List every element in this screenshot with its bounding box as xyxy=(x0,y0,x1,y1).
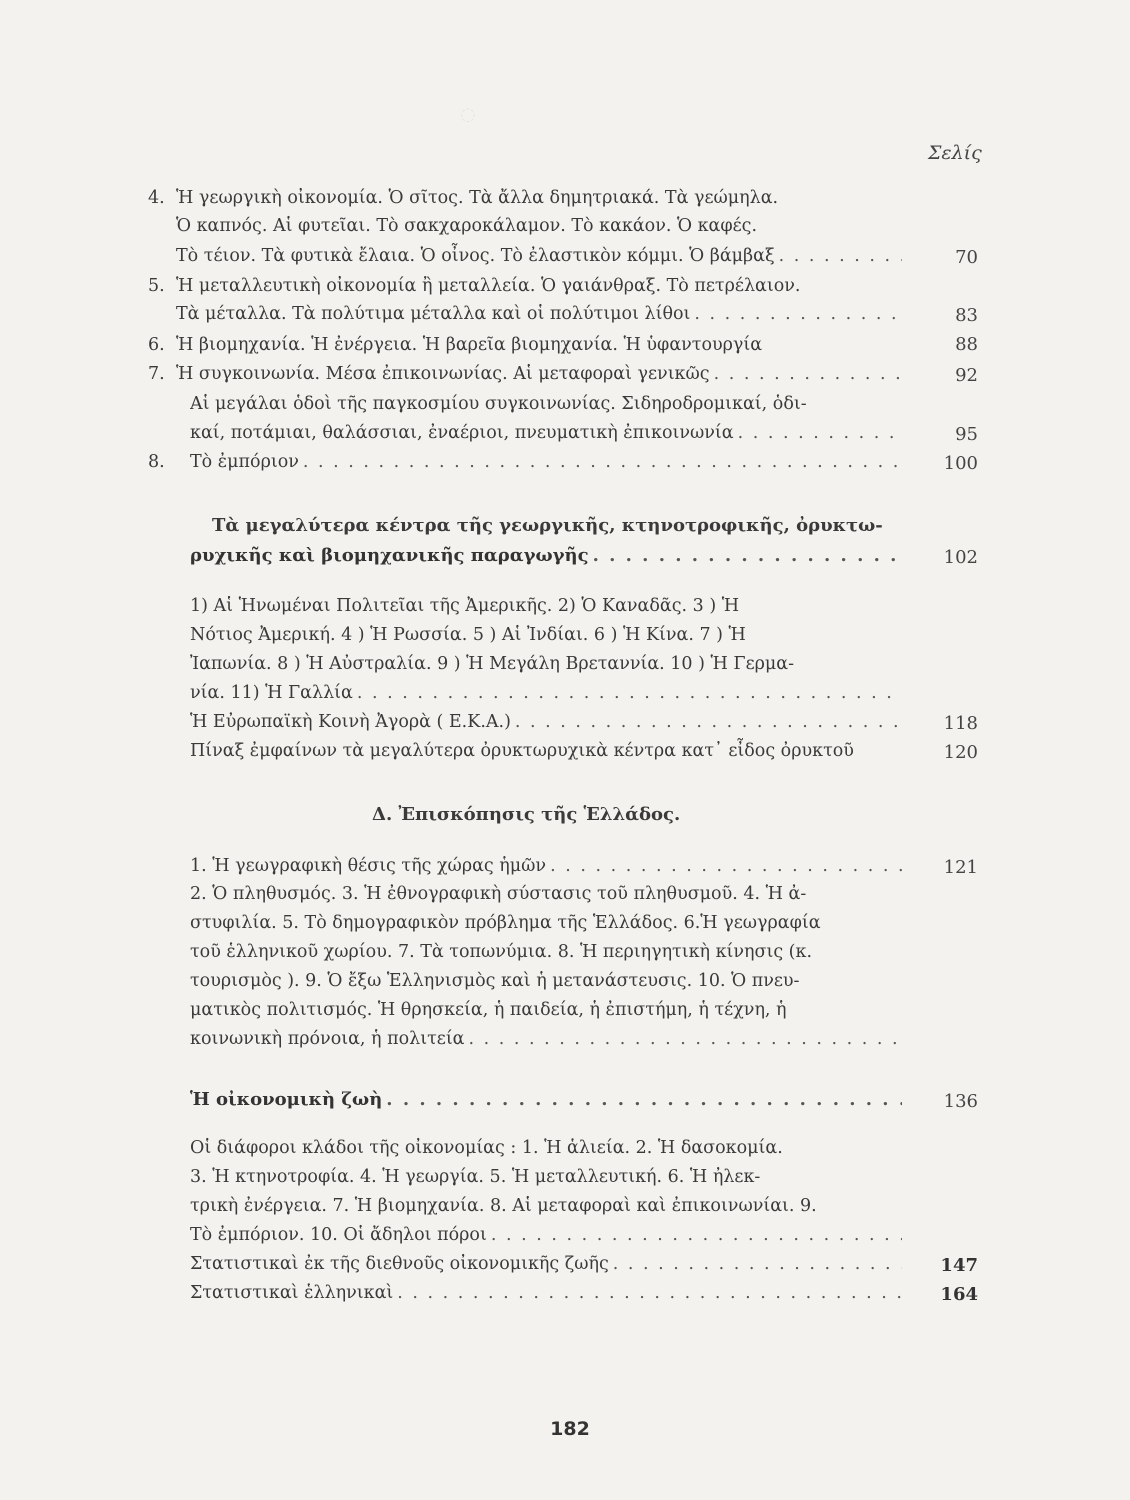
stats-gr-entry: Στατιστικαὶ ἑλληνικαὶ . . . xyxy=(190,1279,906,1307)
page-ref: 88 xyxy=(955,334,978,355)
toc-line: κοινωνικὴ πρόνοια, ἡ πολιτεία . . . xyxy=(190,1025,906,1053)
page-ref: 136 xyxy=(943,1091,978,1112)
page-ref: 164 xyxy=(940,1284,978,1305)
greece-item-1: 1. Ἡ γεωγραφικὴ θέσις τῆς χώρας ἡμῶν . . . xyxy=(190,852,906,880)
centers-heading-cont: ρυχικῆς καὶ βιομηχανικῆς παραγωγῆς . . . xyxy=(190,542,906,570)
toc-line: 2. Ὁ πληθυσμός. 3. Ἡ ἐθνογραφικὴ σύστασις τοῦ πληθυσμοῦ. 4. Ἡ ἀ- xyxy=(190,884,807,904)
item-index: 4. xyxy=(148,188,165,208)
toc-line: 1) Αἱ Ἡνωμέναι Πολιτεῖαι τῆς Ἀμερικῆς. 2) Ὁ Καναδᾶς. 3 ) Ἡ xyxy=(190,596,740,616)
greece-title: Δ. Ἐπισκόπησις τῆς Ἑλλάδος. xyxy=(372,804,681,825)
toc-line: Ὁ καπνός. Αἱ φυτεῖαι. Τὸ σακχαροκάλαμον. Τὸ κακάον. Ὁ καφές. xyxy=(176,216,758,236)
toc-line: Ἡ μεταλλευτικὴ οἰκονομία ἢ μεταλλεία. Ὁ γαιάνθραξ. Τὸ πετρέλαιον. xyxy=(176,276,801,296)
toc-line: ματικὸς πολιτισμός. Ἡ θρησκεία, ἡ παιδεία, ἡ ἐπιστήμη, ἡ τέχνη, ἡ xyxy=(190,1000,787,1020)
centers-heading: Τὰ μεγαλύτερα κέντρα τῆς γεωργικῆς, κτηνοτροφικῆς, ὀρυκτω- xyxy=(212,515,883,536)
page-ref: 100 xyxy=(943,453,978,474)
item-index: 8. xyxy=(148,452,165,472)
pages-column-label: Σελίς xyxy=(928,142,982,164)
bleed-through: ◌ xyxy=(460,104,476,125)
table-entry: Πίναξ ἐμφαίνων τὰ μεγαλύτερα ὀρυκτωρυχικὰ κέντρα κατ᾽ εἶδος ὀρυκτοῦ xyxy=(190,741,854,761)
toc-entry-6: Ἡ βιομηχανία. Ἡ ἐνέργεια. Ἡ βαρεῖα βιομηχανία. Ἡ ὑφαντουργία xyxy=(176,335,763,355)
item-index: 5. xyxy=(148,276,165,296)
stats-intl-entry: Στατιστικαὶ ἐκ τῆς διεθνοῦς οἰκονομικῆς ζωῆς . . . xyxy=(190,1250,906,1278)
toc-entry-7b: καί, ποτάμιαι, θαλάσσιαι, ἐναέριοι, πνευματικὴ ἐπικοινωνία . . . xyxy=(190,419,906,447)
toc-line: στυφιλία. 5. Τὸ δημογραφικὸν πρόβλημα τῆς Ἑλλάδος. 6.Ἡ γεωγραφία xyxy=(190,913,821,933)
toc-entry-5: Τὰ μέταλλα. Τὰ πολύτιμα μέταλλα καὶ οἱ πολύτιμοι λίθοι . . . xyxy=(176,300,906,328)
toc-line: Οἱ διάφοροι κλάδοι τῆς οἰκονομίας : 1. Ἡ ἁλιεία. 2. Ἡ δασοκομία. xyxy=(190,1138,783,1158)
toc-line: 3. Ἡ κτηνοτροφία. 4. Ἡ γεωργία. 5. Ἡ μεταλλευτική. 6. Ἡ ἠλεκ- xyxy=(190,1167,761,1187)
page-ref: 121 xyxy=(943,857,978,878)
toc-line: Αἱ μεγάλαι ὁδοὶ τῆς παγκοσμίου συγκοινωνίας. Σιδηροδρομικαί, ὁδι- xyxy=(190,394,807,414)
page-ref: 102 xyxy=(943,547,978,568)
item-index: 6. xyxy=(148,335,165,355)
toc-line: Ἡ γεωργικὴ οἰκονομία. Ὁ σῖτος. Τὰ ἄλλα δημητριακά. Τὰ γεώμηλα. xyxy=(176,188,779,208)
page-number: 182 xyxy=(550,1418,590,1440)
page-ref: 70 xyxy=(955,247,978,268)
page-ref: 120 xyxy=(943,742,978,763)
item-index: 7. xyxy=(148,364,165,384)
page-ref: 147 xyxy=(940,1255,978,1276)
toc-line: Τὸ ἐμπόριον. 10. Οἱ ἄδηλοι πόροι . . . xyxy=(190,1221,906,1249)
toc-line: τοῦ ἑλληνικοῦ χωρίου. 7. Τὰ τοπωνύμια. 8. Ἡ περιηγητικὴ κίνησις (κ. xyxy=(190,942,813,962)
toc-line: τρικὴ ἐνέργεια. 7. Ἡ βιομηχανία. 8. Αἱ μεταφοραὶ καὶ ἐπικοινωνίαι. 9. xyxy=(190,1196,817,1216)
toc-entry-7: Ἡ συγκοινωνία. Μέσα ἐπικοινωνίας. Αἱ μεταφοραὶ γενικῶς . . . xyxy=(176,360,906,388)
economy-heading: Ἡ οἰκονομικὴ ζωὴ . . . xyxy=(190,1086,906,1114)
page-ref: 118 xyxy=(943,713,978,734)
toc-entry-8: Τὸ ἐμπόριον . . . xyxy=(190,448,906,476)
page-ref: 92 xyxy=(955,365,978,386)
eec-entry: Ἡ Εὐρωπαϊκὴ Κοινὴ Ἀγορὰ ( Ε.Κ.Α.) . . . xyxy=(190,708,906,736)
toc-line: Ἰαπωνία. 8 ) Ἡ Αὐστραλία. 9 ) Ἡ Μεγάλη Βρεταννία. 10 ) Ἡ Γερμα- xyxy=(190,654,795,674)
toc-line: τουρισμὸς ). 9. Ὁ ἔξω Ἑλληνισμὸς καὶ ἡ μετανάστευσις. 10. Ὁ πνευ- xyxy=(190,971,800,991)
toc-line: Νότιος Ἀμερική. 4 ) Ἡ Ρωσσία. 5 ) Αἱ Ἰνδίαι. 6 ) Ἡ Κίνα. 7 ) Ἡ xyxy=(190,625,746,645)
page-ref: 83 xyxy=(955,305,978,326)
page-ref: 95 xyxy=(955,424,978,445)
toc-line: νία. 11) Ἡ Γαλλία . . . xyxy=(190,679,906,707)
toc-entry-4: Τὸ τέιον. Τὰ φυτικὰ ἔλαια. Ὁ οἶνος. Τὸ ἐλαστικὸν κόμμι. Ὁ βάμβαξ . . . xyxy=(176,242,906,270)
